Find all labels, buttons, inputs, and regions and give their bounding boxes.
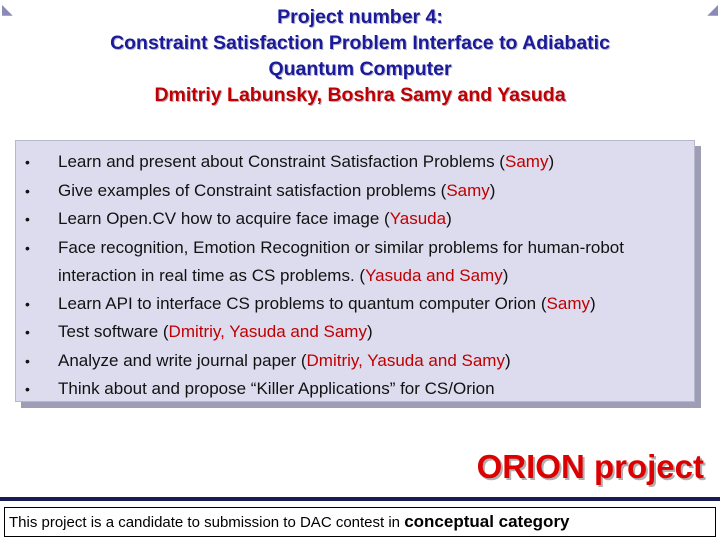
task-tail: ) [504,350,511,370]
footer-note [4,507,716,537]
task-assignee: Dmitriy, Yasuda and Samy [306,350,505,370]
task-tail: ) [366,322,373,341]
task-assignee: Samy [504,152,549,171]
bullet-icon: • [25,211,30,227]
task-item [16,347,694,376]
task-tail: ) [590,293,596,313]
orion-project-label: ORION project [476,448,704,485]
task-text: Learn and present about Constraint Satisfaction Problems ( [58,152,505,171]
task-item [16,290,694,319]
footer-emphasis: conceptual category [404,512,570,531]
task-text: Think about and propose “Killer Applications” for CS/Orion [58,379,495,398]
bullet-icon: • [25,381,30,397]
bullet-icon: • [25,182,30,199]
task-list-box [15,140,695,402]
footer-bar [0,497,720,540]
task-text: Learn API to interface CS problems to quantum computer Orion ( [58,293,547,313]
task-text: Test software ( [58,322,169,341]
bullet-icon: • [25,154,30,170]
task-tail: ) [548,152,555,171]
task-item [16,177,694,206]
task-tail: ) [489,180,496,200]
task-item [16,375,694,404]
title-line-3: Quantum Computer [268,58,452,80]
task-item [16,318,694,347]
title-line-2: Constraint Satisfaction Problem Interface to Adiabatic [110,32,610,54]
bullet-icon: • [25,352,30,369]
task-tail: ) [502,265,509,285]
task-assignee: Yasuda and Samy [365,265,503,285]
task-text: Face recognition, Emotion Recognition or similar problems for human-robot interaction in real time as CS problems. ( [58,237,624,285]
bullet-icon: • [25,295,30,312]
task-text: Analyze and write journal paper ( [58,350,307,370]
task-text: Learn Open.CV how to acquire face image ( [58,209,390,228]
task-item [16,205,694,234]
task-assignee: Dmitriy, Yasuda and Samy [168,322,367,341]
task-item [16,234,694,290]
task-assignee: Samy [546,293,590,313]
task-assignee: Yasuda [389,209,447,228]
bullet-icon: • [25,324,30,340]
task-list [16,141,694,404]
footer-text: This project is a candidate to submission to DAC contest in [9,514,405,531]
title-line-1: Project number 4: [277,6,443,28]
authors-line: Dmitriy Labunsky, Boshra Samy and Yasuda [154,84,566,106]
slide-title [0,1,720,108]
corner-mark-right-icon: ◢ [707,1,718,17]
task-item [16,148,694,177]
task-text: Give examples of Constraint satisfaction problems ( [58,180,447,200]
corner-mark-left-icon: ◣ [2,1,13,17]
task-tail: ) [446,209,452,228]
task-assignee: Samy [446,180,490,200]
bullet-icon: • [25,239,30,256]
